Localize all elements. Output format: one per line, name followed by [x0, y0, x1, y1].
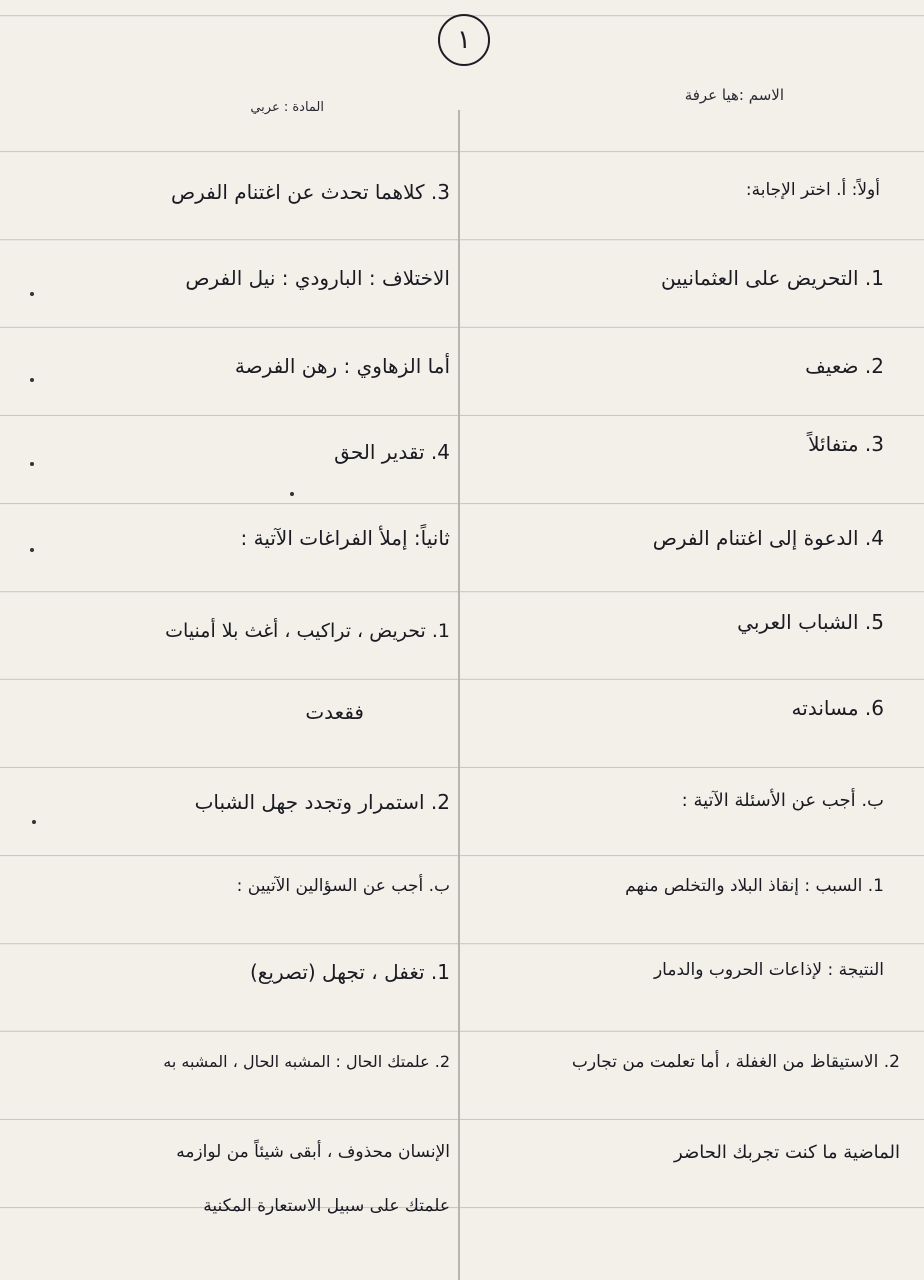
section-b-title: ب. أجب عن الأسئلة الآتية : — [681, 790, 884, 811]
section-one-title: أولاً: أ. اختر الإجابة: — [745, 180, 880, 200]
answer-right-3: 3. متفائلاً — [808, 432, 884, 456]
page-fold-line — [458, 110, 460, 1280]
answer-right-b2: 2. الاستيقاظ من الغفلة ، أما تعلمت من تجارب — [571, 1052, 900, 1072]
answer-right-b2-cont: الماضية ما كنت تجربك الحاضر — [674, 1142, 900, 1163]
ink-dot — [30, 548, 34, 552]
answer-left-b2: 2. علمتك الحال : المشبه الحال ، المشبه به — [163, 1052, 450, 1071]
answer-right-2: 2. ضعيف — [805, 354, 884, 378]
answer-left-3-zahawi: أما الزهاوي : رهن الفرصة — [234, 354, 450, 378]
answer-left-fill-2: 2. استمرار وتجدد جهل الشباب — [194, 790, 450, 814]
answer-left-fill-1: 1. تحريض ، تراكيب ، أغث بلا أمنيات — [165, 620, 450, 642]
ink-dot — [32, 820, 36, 824]
ink-dot — [30, 292, 34, 296]
answer-right-4: 4. الدعوة إلى اغتنام الفرص — [652, 526, 884, 550]
answer-left-3: 3. كلاهما تحدث عن اغتنام الفرص — [170, 180, 450, 204]
student-name: الاسم :هيا عرفة — [684, 86, 784, 104]
answer-right-6: 6. مساندته — [791, 696, 884, 720]
answer-right-b1-result: النتيجة : لإذاعات الحروب والدمار — [653, 960, 884, 980]
answer-left-fill-1-cont: فقعدت — [305, 700, 364, 724]
section-two-b-title: ب. أجب عن السؤالين الآتيين : — [236, 876, 450, 896]
page-number-circle — [438, 14, 490, 66]
answer-left-b2-cont: الإنسان محذوف ، أبقى شيئاً من لوازمه — [176, 1142, 450, 1162]
answer-left-3-diff: الاختلاف : البارودي : نيل الفرص — [185, 266, 450, 290]
answer-left-b1: 1. تغفل ، تجهل (تصريع) — [249, 960, 450, 984]
answer-right-5: 5. الشباب العربي — [737, 610, 884, 634]
answer-left-b2-end: علمتك على سبيل الاستعارة المكنية — [203, 1196, 450, 1216]
ink-dot — [30, 462, 34, 466]
answer-left-4: 4. تقدير الحق — [334, 440, 450, 464]
section-two-title: ثانياً: إملأ الفراغات الآتية : — [240, 526, 450, 550]
page-number: ١ — [457, 25, 471, 55]
answer-right-b1-cause: 1. السبب : إنقاذ البلاد والتخلص منهم — [625, 876, 884, 896]
ink-dot — [30, 378, 34, 382]
answer-right-1: 1. التحريض على العثمانيين — [661, 266, 884, 290]
ink-dot — [290, 492, 294, 496]
subject-label: المادة : عربي — [250, 100, 324, 115]
